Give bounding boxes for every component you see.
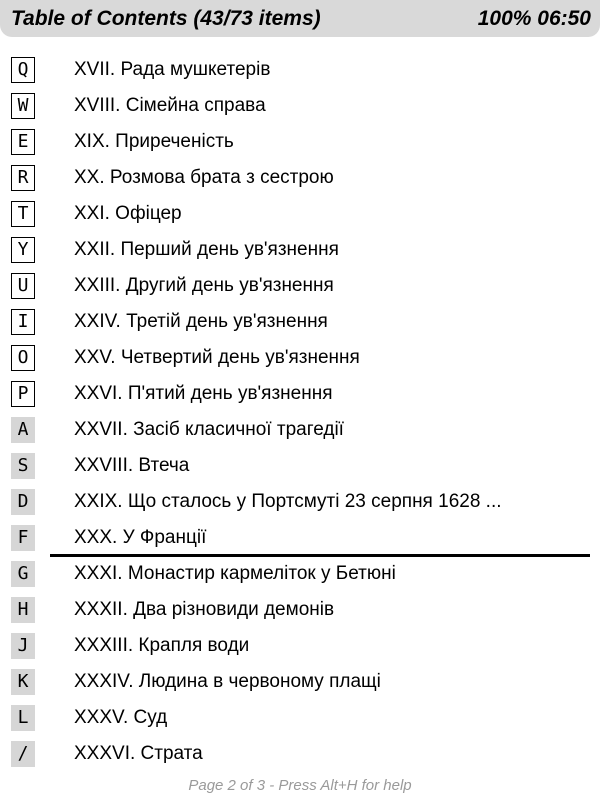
- toc-item[interactable]: [0, 52, 600, 88]
- toc-item[interactable]: [0, 700, 600, 736]
- toc-item-label: XXIX. Що сталось у Портсмуті 23 серпня 1628 ...: [74, 491, 502, 512]
- toc-item-label: XXXV. Суд: [74, 707, 168, 728]
- page-title: Table of Contents (43/73 items): [11, 6, 321, 30]
- toc-item-shortcut-key: R: [11, 165, 35, 191]
- toc-item[interactable]: [0, 196, 600, 232]
- toc-item-label: XXXVI. Страта: [74, 743, 203, 764]
- toc-item-label: XXXIV. Людина в червоному плащі: [74, 671, 381, 692]
- title-bar: [0, 0, 600, 37]
- toc-item-label: XXVII. Засіб класичної трагедії: [74, 419, 344, 440]
- toc-item[interactable]: [0, 232, 600, 268]
- toc-item-shortcut-key: A: [11, 417, 35, 443]
- toc-item-shortcut-key: T: [11, 201, 35, 227]
- toc-item-label: XXVIII. Втеча: [74, 455, 190, 476]
- toc-item-label: XXI. Офіцер: [74, 203, 182, 224]
- toc-item-shortcut-key: J: [11, 633, 35, 659]
- toc-item-label: XX. Розмова брата з сестрою: [74, 167, 334, 188]
- toc-item-shortcut-key: P: [11, 381, 35, 407]
- toc-item-label: XXVI. П'ятий день ув'язнення: [74, 383, 333, 404]
- toc-item-label: XVII. Рада мушкетерів: [74, 59, 271, 80]
- toc-item-shortcut-key: Y: [11, 237, 35, 263]
- toc-item-shortcut-key: W: [11, 93, 35, 119]
- toc-item[interactable]: [0, 484, 600, 520]
- toc-item[interactable]: [0, 520, 600, 556]
- toc-item[interactable]: [0, 160, 600, 196]
- toc-item[interactable]: [0, 664, 600, 700]
- toc-item-label: XXIII. Другий день ув'язнення: [74, 275, 334, 296]
- toc-item-label: XXII. Перший день ув'язнення: [74, 239, 339, 260]
- toc-item-label: XXXI. Монастир кармеліток у Бетюні: [74, 563, 396, 584]
- toc-item[interactable]: [0, 592, 600, 628]
- toc-item-label: XXX. У Франції: [74, 527, 207, 548]
- toc-item-label: XVIII. Сімейна справа: [74, 95, 266, 116]
- toc-item-shortcut-key: S: [11, 453, 35, 479]
- toc-item[interactable]: [0, 340, 600, 376]
- toc-item[interactable]: [0, 448, 600, 484]
- toc-item-shortcut-key: Q: [11, 57, 35, 83]
- toc-item-shortcut-key: D: [11, 489, 35, 515]
- toc-list: [0, 52, 600, 772]
- toc-item-shortcut-key: /: [11, 741, 35, 767]
- toc-item-label: XXIV. Третій день ув'язнення: [74, 311, 328, 332]
- toc-item-label: XXXII. Два різновиди демонів: [74, 599, 335, 620]
- toc-item-shortcut-key: H: [11, 597, 35, 623]
- toc-item[interactable]: [0, 268, 600, 304]
- battery-clock-status: 100% 06:50: [477, 6, 591, 30]
- toc-item-label: XXXIII. Крапля води: [74, 635, 250, 656]
- toc-item[interactable]: [0, 556, 600, 592]
- toc-item-shortcut-key: I: [11, 309, 35, 335]
- toc-item[interactable]: [0, 376, 600, 412]
- toc-item[interactable]: [0, 304, 600, 340]
- toc-item-label: XXV. Четвертий день ув'язнення: [74, 347, 360, 368]
- toc-item-shortcut-key: L: [11, 705, 35, 731]
- toc-item[interactable]: [0, 88, 600, 124]
- toc-item-shortcut-key: G: [11, 561, 35, 587]
- toc-item[interactable]: [0, 124, 600, 160]
- toc-item[interactable]: [0, 412, 600, 448]
- toc-item-shortcut-key: U: [11, 273, 35, 299]
- footer-help-text: Page 2 of 3 - Press Alt+H for help: [188, 777, 412, 794]
- toc-item[interactable]: [0, 736, 600, 772]
- toc-item-shortcut-key: F: [11, 525, 35, 551]
- toc-item-shortcut-key: K: [11, 669, 35, 695]
- toc-item-shortcut-key: O: [11, 345, 35, 371]
- toc-item[interactable]: [0, 628, 600, 664]
- toc-item-label: XIX. Приреченість: [74, 131, 234, 152]
- toc-item-shortcut-key: E: [11, 129, 35, 155]
